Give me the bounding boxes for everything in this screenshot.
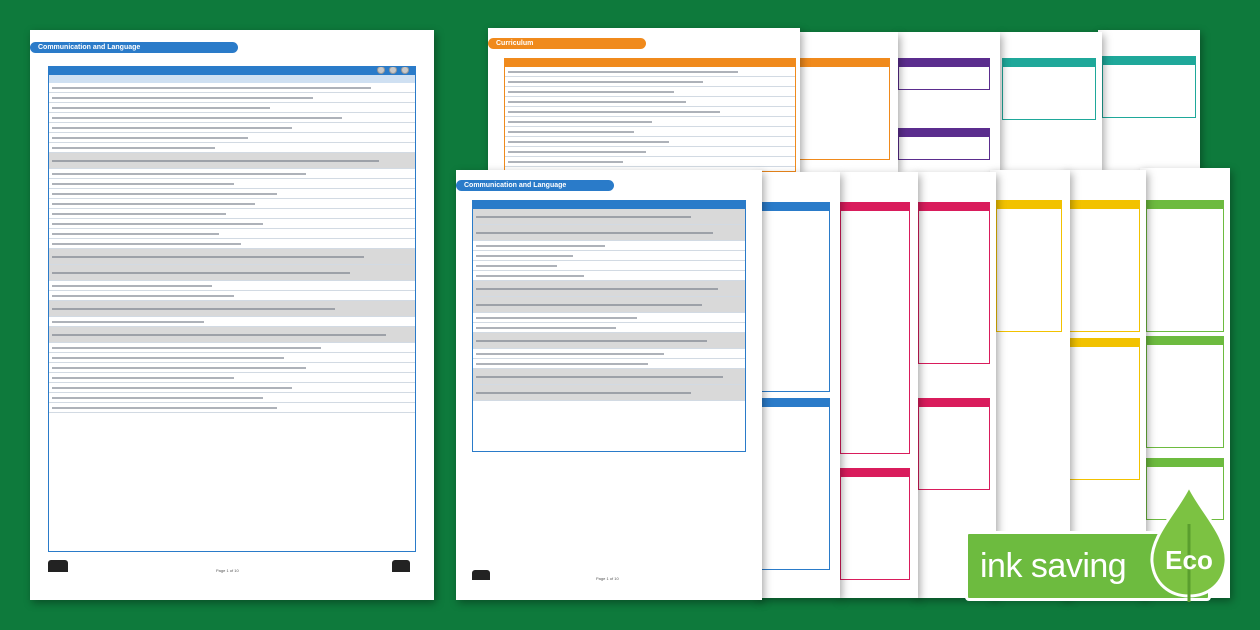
back-content-table	[504, 58, 796, 172]
back-page-6	[1098, 30, 1200, 170]
front-page-main	[456, 170, 762, 600]
front-page-number: Page 1 of 10	[596, 576, 619, 581]
table-header	[49, 75, 415, 83]
ink-saving-label: ink saving	[980, 546, 1127, 585]
front-page-4	[838, 172, 918, 598]
back-page-5	[1000, 32, 1102, 172]
table-rows	[49, 83, 415, 413]
back-page-main	[488, 28, 800, 174]
section-title-pill: Communication and Language	[30, 42, 238, 53]
front-content-table	[472, 200, 746, 452]
table-dots	[377, 66, 409, 74]
eco-leaf-icon	[1148, 484, 1230, 602]
front-section-title-pill: Communication and Language	[456, 180, 614, 191]
footer-logo-right	[392, 560, 410, 572]
content-table	[48, 66, 416, 552]
back-page-3	[794, 32, 898, 172]
eco-label: Eco	[1165, 545, 1213, 575]
document-page-left	[30, 30, 434, 600]
back-section-title-pill: Curriculum	[488, 38, 646, 49]
front-page-3	[756, 172, 840, 598]
footer-logo-left	[48, 560, 68, 572]
page-number: Page 1 of 10	[216, 568, 239, 573]
back-page-4	[896, 32, 1000, 172]
